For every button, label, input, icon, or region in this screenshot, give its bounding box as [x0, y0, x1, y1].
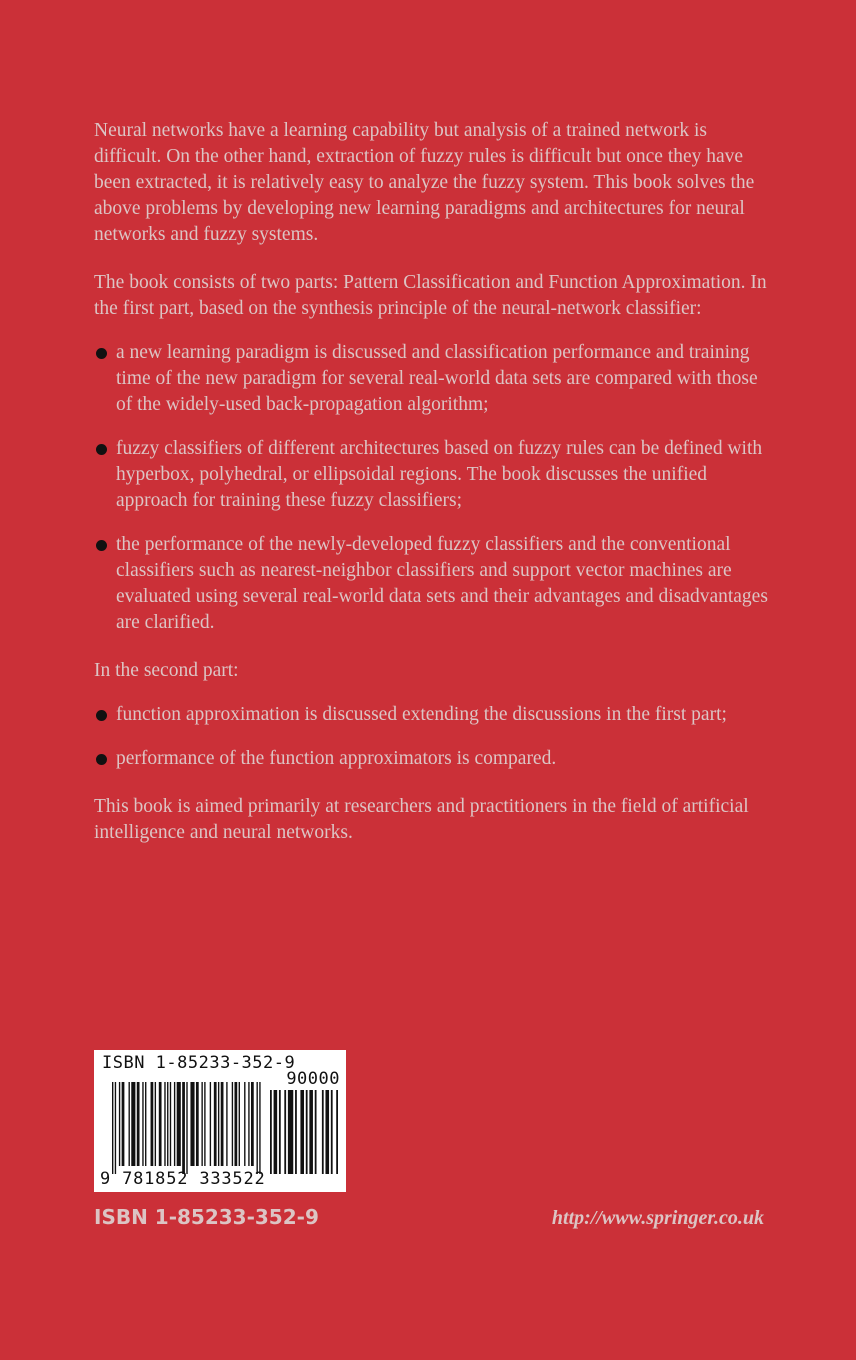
list-item-text: a new learning paradigm is discussed and classification performance and training time of the new paradigm for several real-world data sets are compared with those of the widely-used back-propagation algorithm; [116, 342, 758, 415]
part1-intro: The book consists of two parts: Pattern Classification and Function Approximation. In the first part, based on the synthesis principle of the neural-network classifier: [94, 272, 767, 319]
list-item [94, 532, 774, 636]
bullet-icon [96, 710, 107, 721]
publisher-url[interactable]: http://www.springer.co.uk [551, 1207, 764, 1229]
isbn-text: ISBN 1-85233-352-9 [94, 1205, 319, 1229]
blurb [94, 118, 774, 868]
list-item [94, 340, 774, 418]
part2-intro: In the second part: [94, 660, 239, 681]
bullet-icon [96, 348, 107, 359]
list-item-text: function approximation is discussed extending the discussions in the first part; [116, 704, 727, 725]
list-item-text: fuzzy classifiers of different architectures based on fuzzy rules can be defined with hyperbox, polyhedral, or ellipsoidal regions. The book discusses the unified approach for training these fuzzy classifiers; [116, 438, 763, 511]
bullet-icon [96, 444, 107, 455]
list-item-text: performance of the function approximators is compared. [116, 748, 557, 769]
barcode-addon-number: 90000 [286, 1069, 340, 1089]
part1-list [94, 340, 774, 636]
list-item [94, 746, 774, 772]
list-item-text: the performance of the newly-developed fuzzy classifiers and the conventional classifiers such as nearest-neighbor classifiers and support vector machines are evaluated using several real-world data sets and their advantages and disadvantages are clarified. [116, 534, 768, 633]
bullet-icon [96, 540, 107, 551]
barcode-isbn-label: ISBN 1-85233-352-9 [102, 1053, 296, 1073]
barcode-addon-bars-icon [270, 1090, 338, 1174]
part2-list [94, 702, 774, 772]
audience-paragraph: This book is aimed primarily at researchers and practitioners in the field of artificial intelligence and neural networks. [94, 796, 749, 843]
barcode-digits: 9 781852 333522 [100, 1169, 266, 1189]
barcode-bars-icon [112, 1082, 262, 1174]
intro-paragraph: Neural networks have a learning capability but analysis of a trained network is difficult. On the other hand, extraction of fuzzy rules is difficult but once they have been extracted, it is relatively easy to analyze the fuzzy system. This book solves the above problems by developing new learning paradigms and architectures for neural networks and fuzzy systems. [94, 120, 755, 245]
bullet-icon [96, 754, 107, 765]
barcode [94, 1050, 346, 1192]
list-item [94, 436, 774, 514]
list-item [94, 702, 774, 728]
